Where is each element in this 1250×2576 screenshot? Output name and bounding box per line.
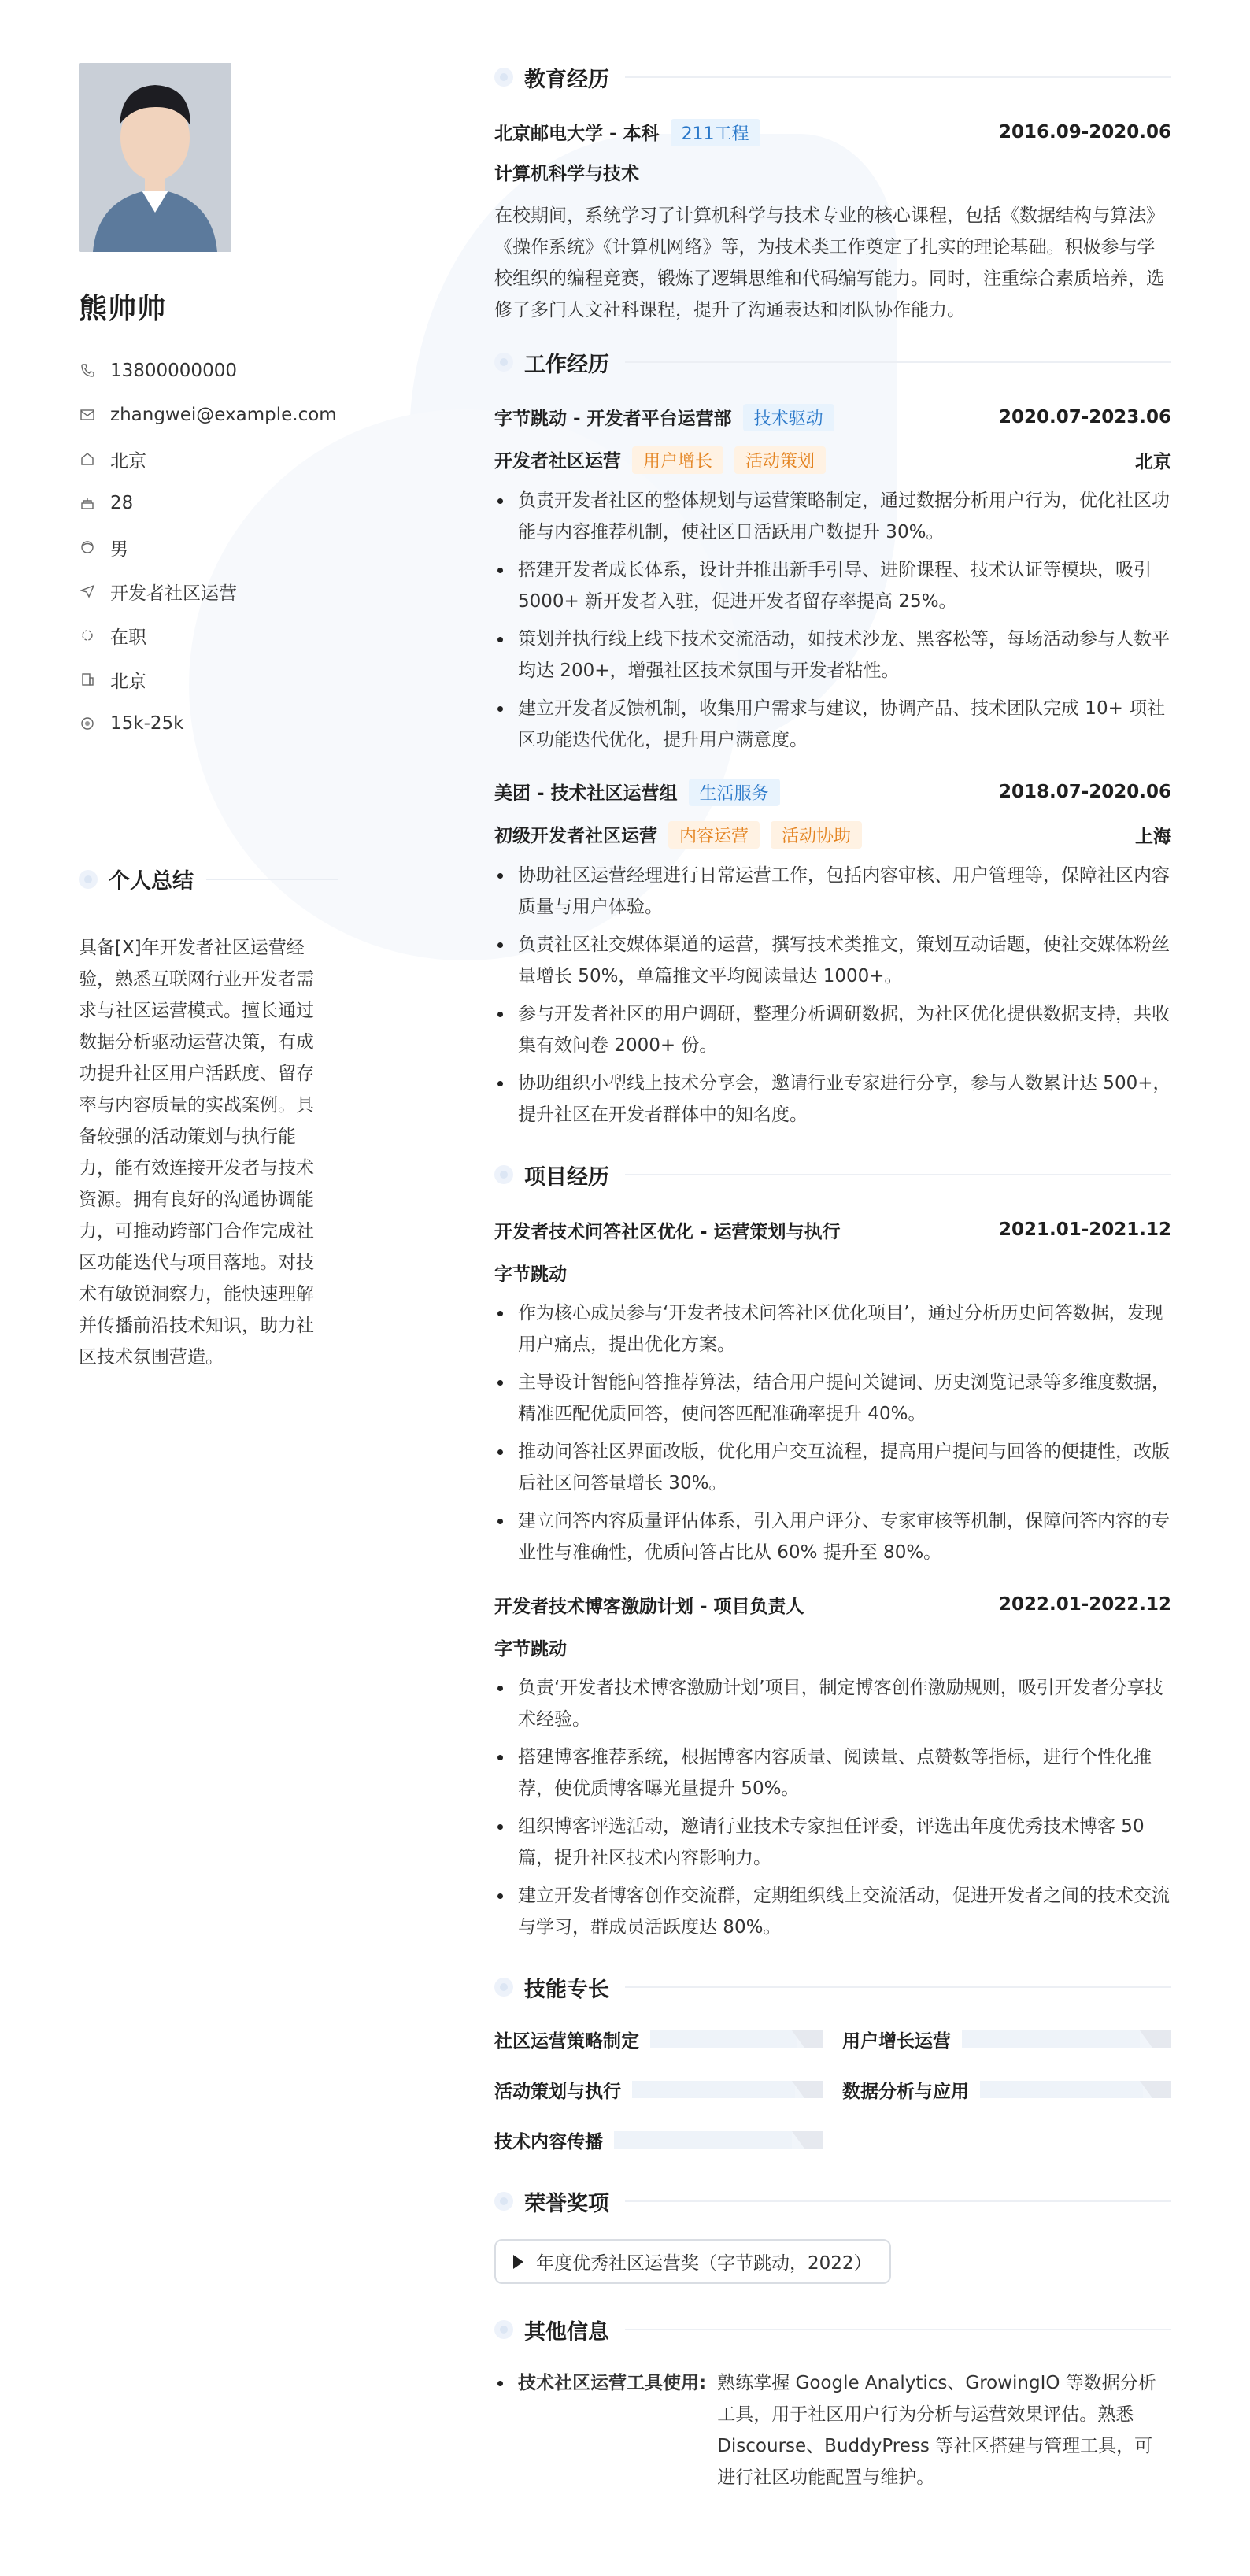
play-triangle-icon (513, 2255, 523, 2269)
other-label: 技术社区运营工具使用: (494, 2367, 706, 2493)
skill-name: 数据分析与应用 (842, 2081, 969, 2102)
education-heading (494, 61, 1171, 93)
skills-heading (494, 1971, 1171, 2003)
section-dot-icon (79, 870, 98, 889)
list-item: 主导设计智能问答推荐算法，结合用户提问关键词、历史浏览记录等多维度数据，精准匹配优质回答，使问答匹配准确率提升 40%。 (494, 1367, 1171, 1430)
skill-item (494, 2126, 823, 2154)
job-header (494, 775, 1171, 809)
section-dot-icon (494, 353, 513, 372)
project-header (494, 1587, 1171, 1622)
avatar-photo-icon (79, 63, 231, 252)
job-role: 开发者社区运营 (494, 450, 621, 472)
home-icon (79, 450, 96, 468)
summary-heading (79, 864, 338, 894)
target-city-value: 北京 (110, 671, 146, 692)
skill-bar-fill (650, 2030, 797, 2048)
role-tag: 活动协助 (771, 821, 862, 849)
award-item[interactable] (494, 2239, 891, 2284)
major: 计算机科学与技术 (494, 163, 639, 184)
summary-title: 个人总结 (109, 869, 194, 894)
list-item: 策划并执行线上线下技术交流活动，如技术沙龙、黑客松等，每场活动参与人数平均达 200+，增强社区技术氛围与开发者粘性。 (494, 624, 1171, 687)
skill-bar-cap (1140, 2030, 1171, 2048)
projects-title: 项目经历 (524, 1164, 609, 1190)
skill-item (494, 2075, 823, 2104)
skill-bar-fill (962, 2030, 1140, 2048)
phone-value: 13800000000 (110, 361, 237, 381)
project-entry (494, 1587, 1171, 1943)
list-item: 建立问答内容质量评估体系，引入用户评分、专家审核等机制，保障问答内容的专业性与准确性，优质问答占比从 60% 提升至 80%。 (494, 1505, 1171, 1568)
list-item: 搭建博客推荐系统，根据博客内容质量、阅读量、点赞数等指标，进行个性化推荐，使优质博客曝光量提升 50%。 (494, 1741, 1171, 1804)
list-item: 推动问答社区界面改版，优化用户交互流程，提高用户提问与回答的便捷性，改版后社区问答量增长 30%。 (494, 1436, 1171, 1499)
other-item (494, 2367, 1171, 2493)
job-city: 北京 (1135, 451, 1171, 472)
job-period: 2018.07-2020.06 (998, 782, 1171, 802)
education-period: 2016.09-2020.06 (998, 122, 1171, 142)
honors-title: 荣誉奖项 (524, 2191, 609, 2216)
project-org: 字节跳动 (494, 1264, 567, 1285)
email-value: zhangwei@example.com (110, 405, 337, 425)
skill-bar (650, 2030, 823, 2048)
info-phone (79, 349, 338, 393)
job-entry (494, 400, 1171, 756)
info-location (79, 437, 338, 481)
salary-value: 15k-25k (110, 713, 184, 734)
school-tag: 211工程 (671, 119, 760, 146)
list-item: 协助组织小型线上技术分享会，邀请行业专家进行分享，参与人数累计达 500+，提升社区在开发者群体中的知名度。 (494, 1068, 1171, 1131)
honors-heading (494, 2186, 1171, 2217)
skill-bar (614, 2131, 823, 2149)
divider (625, 2200, 1171, 2202)
role-tag: 内容运营 (668, 821, 760, 849)
job-bullets (494, 860, 1171, 1131)
phone-icon (79, 362, 96, 379)
list-item: 协助社区运营经理进行日常运营工作，包括内容审核、用户管理等，保障社区内容质量与用户体验。 (494, 860, 1171, 923)
cake-icon (79, 494, 96, 512)
job-role: 初级开发者社区运营 (494, 825, 657, 846)
list-item: 建立开发者博客创作交流群，定期组织线上交流活动，促进开发者之间的技术交流与学习，群成员活跃度达 80%。 (494, 1880, 1171, 1943)
skill-item (842, 2075, 1171, 2104)
mail-icon (79, 406, 96, 424)
skill-bar (980, 2081, 1171, 2098)
divider (625, 1986, 1171, 1988)
work-title: 工作经历 (524, 352, 609, 377)
education-title: 教育经历 (524, 67, 609, 92)
job-tag: 生活服务 (689, 779, 780, 806)
project-org: 字节跳动 (494, 1638, 567, 1660)
list-item: 作为核心成员参与‘开发者技术问答社区优化项目’，通过分析历史问答数据，发现用户痛点，提出优化方案。 (494, 1297, 1171, 1360)
summary-text: 具备[X]年开发者社区运营经验，熟悉互联网行业开发者需求与社区运营模式。擅长通过数据分析驱动运营决策，有成功提升社区用户活跃度、留存率与内容质量的实战案例。具备较强的活动策划与执行能力，能有效连接开发者与技术资源。拥有良好的沟通协调能力，可推动跨部门合作完成社区功能迭代与项目落地。对技术有敏锐洞察力，能快速理解并传播前沿技术知识，助力社区技术氛围营造。 (79, 938, 314, 1368)
skill-bar-fill (980, 2081, 1143, 2098)
divider (625, 2329, 1171, 2330)
list-item: 负责开发者社区的整体规划与运营策略制定，通过数据分析用户行为，优化社区功能与内容推荐机制，使社区日活跃用户数提升 30%。 (494, 485, 1171, 548)
skill-item (494, 2025, 823, 2053)
project-name: 开发者技术博客激励计划 - 项目负责人 (494, 1596, 804, 1617)
project-name: 开发者技术问答社区优化 - 运营策划与执行 (494, 1221, 841, 1242)
job-header (494, 400, 1171, 435)
other-title: 其他信息 (524, 2319, 609, 2345)
education-row (494, 115, 1171, 150)
project-period: 2021.01-2021.12 (998, 1220, 1171, 1240)
list-item: 搭建开发者成长体系，设计并推出新手引导、进阶课程、技术认证等模块，吸引 5000+ 新开发者入驻，促进开发者留存率提高 25%。 (494, 554, 1171, 617)
project-bullets (494, 1672, 1171, 1943)
job-role-row (494, 817, 1171, 852)
skill-item (842, 2025, 1171, 2053)
job-bullets (494, 485, 1171, 756)
project-bullets (494, 1297, 1171, 1568)
age-value: 28 (110, 493, 134, 513)
skill-bar (632, 2081, 823, 2098)
section-dot-icon (494, 2320, 513, 2339)
target-role-value: 开发者社区运营 (110, 583, 237, 604)
list-item: 组织博客评选活动，邀请行业技术专家担任评委，评选出年度优秀技术博客 50 篇，提升社区技术内容影响力。 (494, 1811, 1171, 1874)
info-email (79, 393, 338, 437)
skills-grid (494, 2025, 1171, 2154)
projects-heading (494, 1159, 1171, 1190)
job-company: 字节跳动 - 开发者平台运营部 (494, 408, 732, 429)
job-period: 2020.07-2023.06 (998, 407, 1171, 427)
other-value: 熟练掌握 Google Analytics、GrowingIO 等数据分析工具，用于社区用户行为分析与运营效果评估。熟悉 Discourse、BuddyPress 等社区搭建与管理工具，可进行社区功能配置与维护。 (717, 2373, 1156, 2488)
work-heading (494, 346, 1171, 378)
coin-icon (79, 715, 96, 732)
job-role-row (494, 442, 1171, 477)
project-entry (494, 1212, 1171, 1568)
gender-value: 男 (110, 539, 128, 560)
list-item: 建立开发者反馈机制，收集用户需求与建议，协调产品、技术团队完成 10+ 项社区功能迭代优化，提升用户满意度。 (494, 693, 1171, 756)
job-city: 上海 (1135, 826, 1171, 847)
divider (625, 76, 1171, 78)
info-age (79, 481, 338, 525)
job-entry (494, 775, 1171, 1131)
section-dot-icon (494, 2192, 513, 2211)
job-company: 美团 - 技术社区运营组 (494, 783, 678, 804)
status-value: 在职 (110, 627, 146, 648)
role-tag: 用户增长 (632, 446, 723, 474)
building-icon (79, 671, 96, 688)
section-dot-icon (494, 1165, 513, 1184)
skill-name: 社区运营策略制定 (494, 2030, 639, 2052)
main-content (494, 61, 1171, 2493)
job-tag: 技术驱动 (743, 404, 834, 431)
project-header (494, 1212, 1171, 1247)
skill-bar-cap (792, 2131, 823, 2149)
gender-icon (79, 539, 96, 556)
divider (206, 879, 338, 880)
section-dot-icon (494, 1978, 513, 1997)
sidebar (79, 63, 338, 1373)
location-value: 北京 (110, 450, 146, 472)
info-target-role (79, 569, 338, 613)
skills-title: 技能专长 (524, 1977, 609, 2002)
info-status (79, 613, 338, 657)
skill-bar-fill (632, 2081, 795, 2098)
skill-name: 活动策划与执行 (494, 2081, 621, 2102)
role-tag: 活动策划 (734, 446, 826, 474)
skill-bar-cap (1140, 2081, 1171, 2098)
list-item: 负责社区社交媒体渠道的运营，撰写技术类推文，策划互动话题，使社交媒体粉丝量增长 50%，单篇推文平均阅读量达 1000+。 (494, 929, 1171, 992)
info-target-city (79, 657, 338, 701)
section-dot-icon (494, 68, 513, 87)
education-desc: 在校期间，系统学习了计算机科学与技术专业的核心课程，包括《数据结构与算法》《操作系统》《计算机网络》等，为技术类工作奠定了扎实的理论基础。积极参与学校组织的编程竞赛，锻炼了逻辑思维和代码编写能力。同时，注重综合素质培养，选修了多门人文社科课程，提升了沟通表达和团队协作能力。 (494, 205, 1164, 320)
skill-name: 用户增长运营 (842, 2030, 951, 2052)
divider (625, 361, 1171, 363)
info-gender (79, 525, 338, 569)
skill-name: 技术内容传播 (494, 2131, 603, 2152)
list-item: 负责‘开发者技术博客激励计划’项目，制定博客创作激励规则，吸引开发者分享技术经验。 (494, 1672, 1171, 1735)
send-icon (79, 583, 96, 600)
divider (625, 1174, 1171, 1175)
skill-bar-fill (614, 2131, 792, 2149)
project-period: 2022.01-2022.12 (998, 1594, 1171, 1615)
avatar (79, 63, 231, 252)
status-icon (79, 627, 96, 644)
candidate-name: 熊帅帅 (79, 293, 167, 325)
info-salary (79, 701, 338, 746)
award-text: 年度优秀社区运营奖（字节跳动，2022） (536, 2253, 872, 2274)
school-name: 北京邮电大学 - 本科 (494, 123, 660, 144)
list-item: 参与开发者社区的用户调研，整理分析调研数据，为社区优化提供数据支持，共收集有效问卷 2000+ 份。 (494, 998, 1171, 1061)
skill-bar (962, 2030, 1171, 2048)
other-heading (494, 2314, 1171, 2345)
skill-bar-cap (792, 2081, 823, 2098)
